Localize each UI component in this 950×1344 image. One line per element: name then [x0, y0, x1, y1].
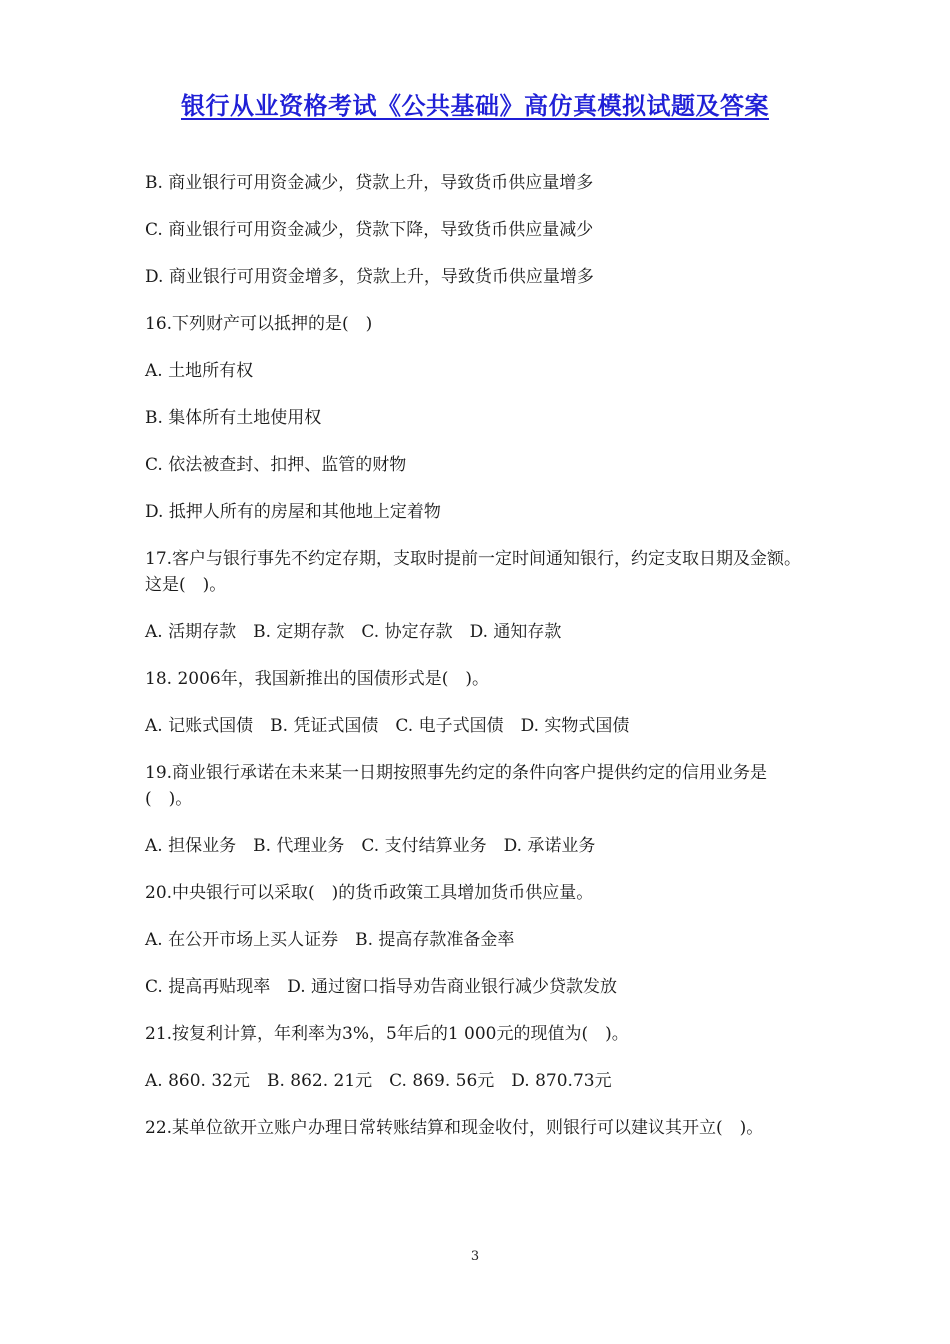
option-d-q16: D. 抵押人所有的房屋和其他地上定着物: [145, 502, 441, 522]
option-c-q16: C. 依法被查封、扣押、监管的财物: [145, 455, 407, 475]
options-q19: A. 担保业务 B. 代理业务 C. 支付结算业务 D. 承诺业务: [145, 836, 596, 856]
page-title: 银行从业资格考试《公共基础》高仿真模拟试题及答案: [181, 92, 769, 120]
question-20: 20.中央银行可以采取( )的货币政策工具增加货币供应量。: [145, 883, 594, 903]
page-number: 3: [470, 1249, 480, 1264]
question-17: 17.客户与银行事先不约定存期，支取时提前一定时间通知银行，约定支取日期及金额。这是( )。: [145, 549, 802, 595]
options-q18: A. 记账式国债 B. 凭证式国债 C. 电子式国债 D. 实物式国债: [145, 716, 630, 736]
option-b-q15: B. 商业银行可用资金减少，贷款上升，导致货币供应量增多: [145, 173, 594, 193]
option-a-q16: A. 土地所有权: [145, 361, 254, 381]
options-ab-q20: A. 在公开市场上买人证券 B. 提高存款准备金率: [145, 930, 515, 950]
question-16: 16.下列财产可以抵押的是( ): [145, 314, 373, 334]
document-body: [145, 170, 810, 1162]
options-cd-q20: C. 提高再贴现率 D. 通过窗口指导劝告商业银行减少贷款发放: [145, 977, 618, 997]
option-d-q15: D. 商业银行可用资金增多，贷款上升，导致货币供应量增多: [145, 267, 594, 287]
question-22: 22.某单位欲开立账户办理日常转账结算和现金收付，则银行可以建议其开立( )。: [145, 1118, 764, 1138]
question-19: 19.商业银行承诺在未来某一日期按照事先约定的条件向客户提供约定的信用业务是( )。: [145, 763, 768, 809]
options-q17: A. 活期存款 B. 定期存款 C. 协定存款 D. 通知存款: [145, 622, 562, 642]
option-b-q16: B. 集体所有土地使用权: [145, 408, 322, 428]
question-21: 21.按复利计算，年利率为3%，5年后的1 000元的现值为( )。: [145, 1024, 629, 1044]
options-q21: A. 860. 32元 B. 862. 21元 C. 869. 56元 D. 870.73元: [145, 1071, 612, 1091]
option-c-q15: C. 商业银行可用资金减少，贷款下降，导致货币供应量减少: [145, 220, 594, 240]
question-18: 18. 2006年，我国新推出的国债形式是( )。: [145, 669, 489, 689]
